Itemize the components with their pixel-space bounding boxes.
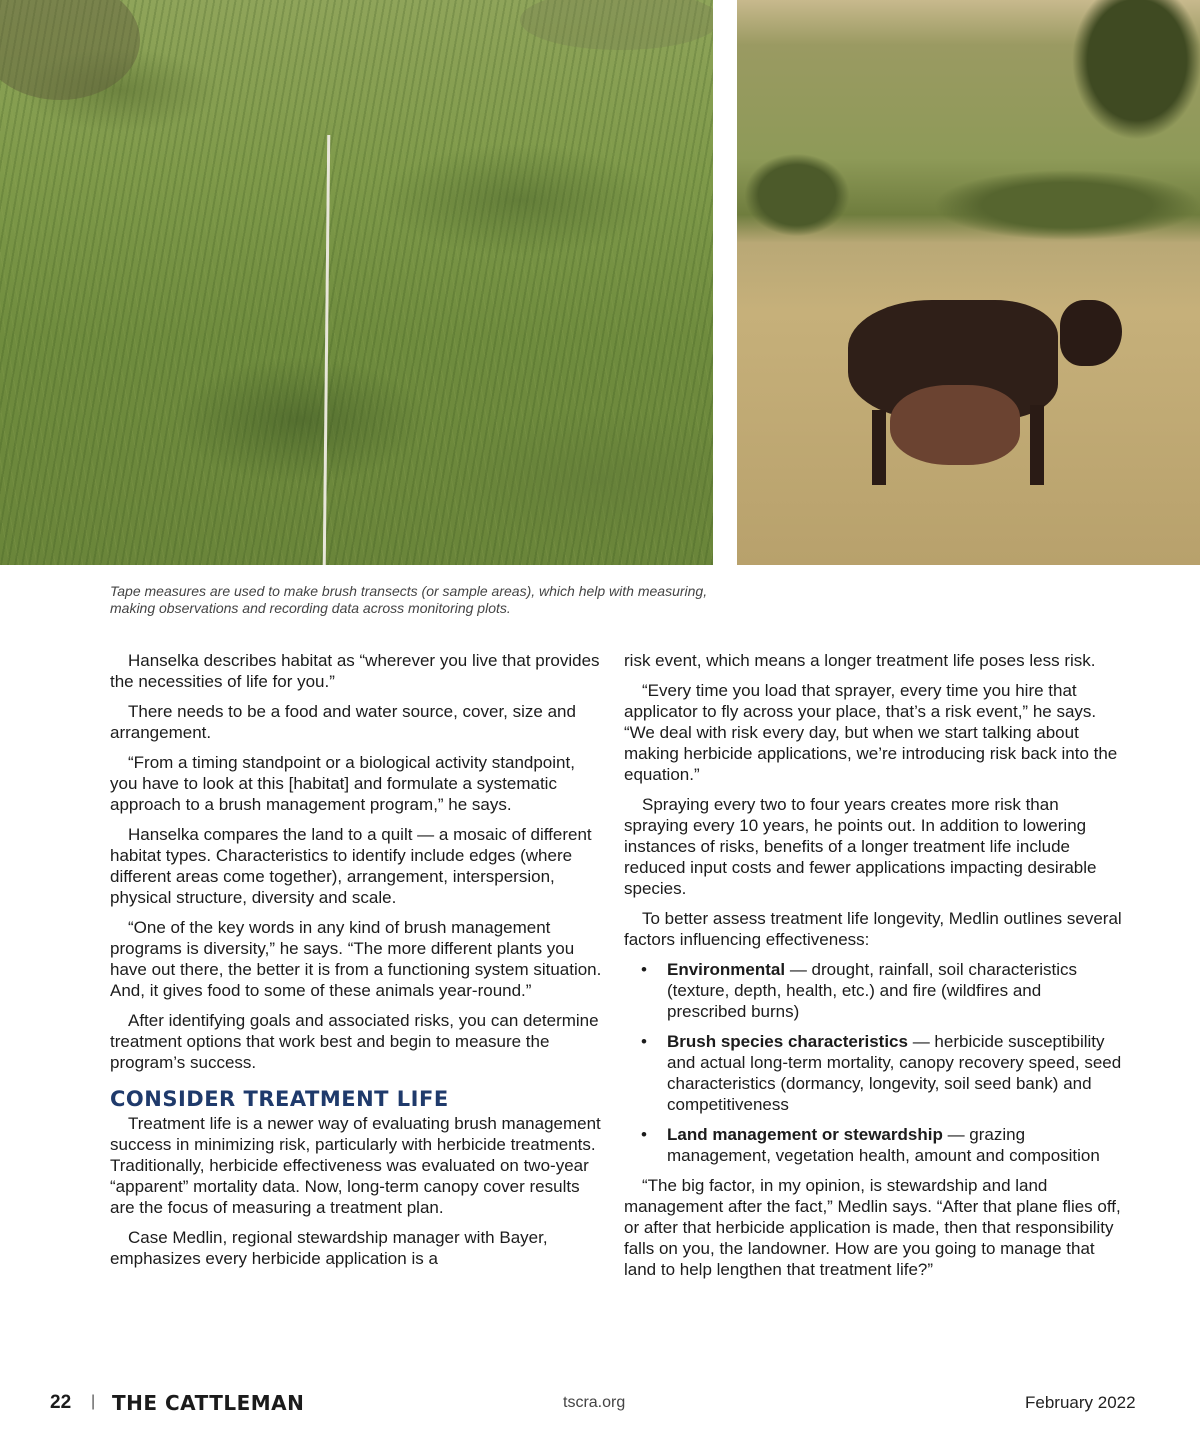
cattle-pasture-photo [737,0,1200,565]
factor-description: — herbicide susceptibility and actual long-term mortality, canopy recovery speed, seed characteristics (dormancy, longevity, soil seed bank) and competitiveness [667,1032,1122,1114]
grassland-photo [0,0,713,565]
paragraph: “The big factor, in my opinion, is stewardship and land management after the fact,” Medlin says. “After that plane flies off, or after that herbicide application is made, then that responsibility falls on you, the landowner. How are you going to manage that land to help lengthen that treatment life?” [624,1176,1121,1279]
paragraph: Treatment life is a newer way of evaluating brush management success in minimizing risk, particularly with herbicide treatments. Traditionally, herbicide effectiveness was evaluated on two-year “apparent” mortality data. Now, long-term canopy cover results are the focus of measuring a treatment plan. [110,1114,601,1217]
page-footer [0,1392,1200,1420]
paragraph: Hanselka compares the land to a quilt — a mosaic of different habitat types. Characteristics to identify include edges (where different areas come together), arrangement, interspersion, physical structure, diversity and scale. [110,825,592,907]
section-heading: CONSIDER TREATMENT LIFE [110,1087,449,1111]
factor-term: Environmental [667,960,786,979]
cow-leg [1030,405,1044,485]
factor-description: — grazing management, vegetation health, amount and composition [667,1125,1100,1165]
shrub-shape [0,0,140,100]
article-column-right [624,650,1124,1289]
photo-caption: Tape measures are used to make brush transects (or sample areas), which help with measuring, making observations and recording data across monitoring plots. [110,583,708,616]
factor-term: Brush species characteristics [667,1032,908,1051]
paragraph: There needs to be a food and water source, cover, size and arrangement. [110,702,576,742]
paragraph: Spraying every two to four years creates more risk than spraying every 10 years, he points out. In addition to lowering instances of risks, benefits of a longer treatment life include reduced input costs and fewer applications impacting desirable species. [624,795,1097,898]
factor-description: — drought, rainfall, soil characteristics (texture, depth, health, etc.) and fire (wildfires and prescribed burns) [667,960,1078,1021]
article-column-left [110,650,604,1278]
footer-separator: | [91,1393,96,1410]
paragraph: “From a timing standpoint or a biological activity standpoint, you have to look at this [habitat] and formulate a systematic approach to a brush management program,” he says. [110,753,575,814]
issue-date: February 2022 [1025,1393,1136,1412]
paragraph: “One of the key words in any kind of brush management programs is diversity,” he says. “The more different plants you have out there, the better it is from a functioning system situation. And, it gives food to some of these animals year-round.” [110,918,602,1000]
website-link[interactable]: tscra.org [563,1394,626,1411]
paragraph-continuation: risk event, which means a longer treatment life poses less risk. [624,651,1096,670]
paragraph: “Every time you load that sprayer, every time you hire that applicator to fly across your place, that’s a risk event,” he says. “We deal with risk every day, but when we start talking about making herbicide applications, we’re introducing risk back into the equation.” [624,681,1118,784]
paragraph: To better assess treatment life longevity, Medlin outlines several factors influencing effectiveness: [624,909,1122,949]
magazine-name: THE CATTLEMAN [112,1391,305,1415]
paragraph: Case Medlin, regional stewardship manager with Bayer, emphasizes every herbicide application is a [110,1228,548,1268]
cow-leg [872,410,886,485]
tape-measure [323,135,331,565]
factor-term: Land management or stewardship [667,1125,943,1144]
list-item [667,1031,1124,1115]
paragraph: After identifying goals and associated risks, you can determine treatment options that work best and begin to measure the program’s success. [110,1011,599,1072]
factors-list [624,959,1124,1166]
list-item [667,959,1124,1022]
paragraph: Hanselka describes habitat as “wherever you live that provides the necessities of life for you.” [110,651,600,691]
calf-body [890,385,1020,465]
page-number: 22 [50,1392,72,1413]
list-item [667,1124,1124,1166]
shrub-shape [520,0,713,50]
